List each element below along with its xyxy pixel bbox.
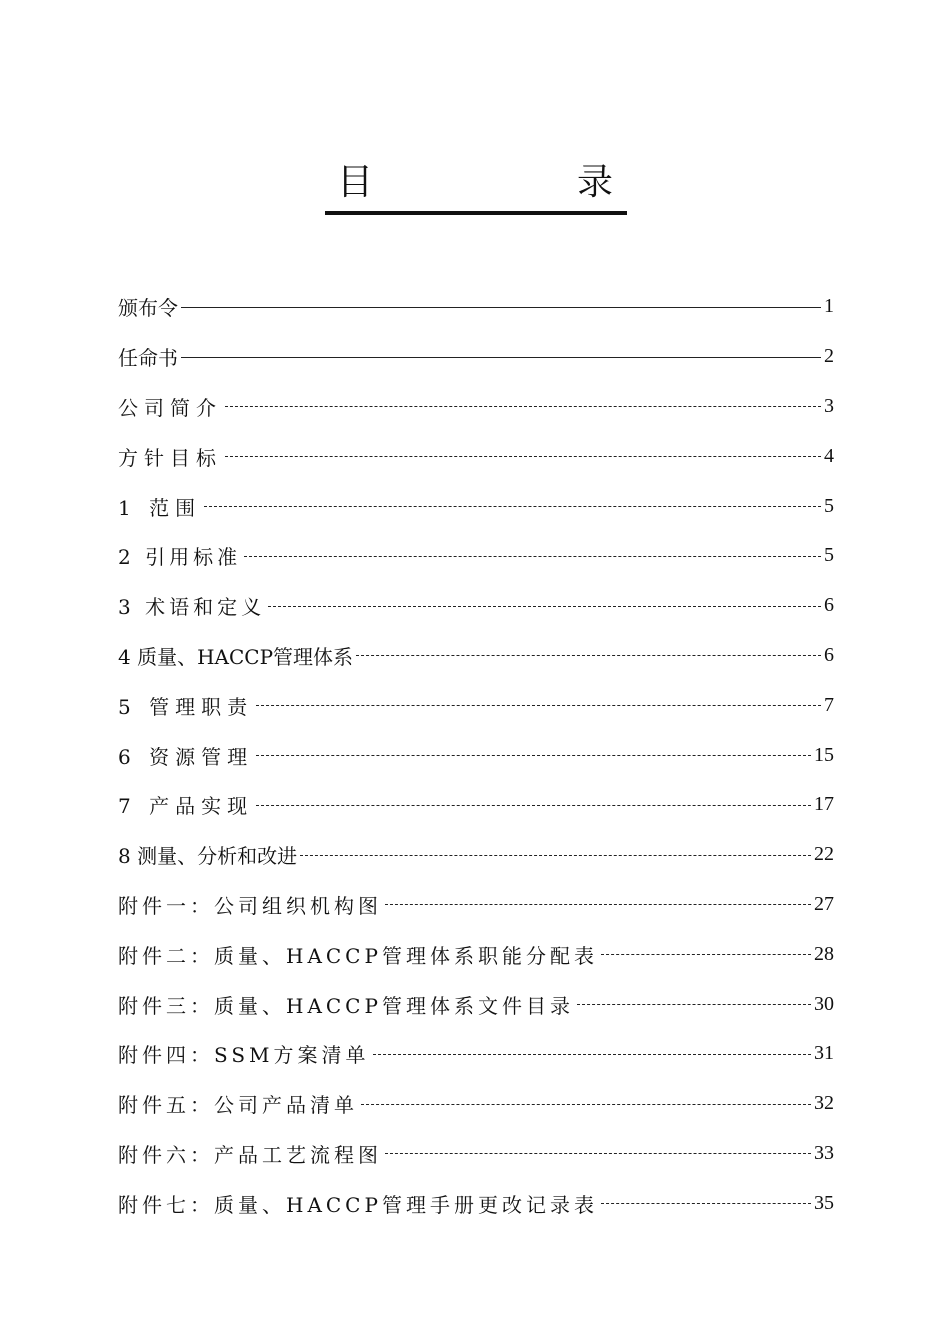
toc-leader bbox=[373, 1054, 811, 1056]
toc-entry-label: 4 质量、HACCP管理体系 bbox=[118, 644, 354, 669]
toc-entry-label: 附件一：公司组织机构图 bbox=[118, 893, 382, 918]
toc-leader bbox=[601, 1203, 811, 1205]
toc-entry-management-responsibility[interactable] bbox=[118, 680, 834, 730]
toc-leader bbox=[181, 307, 821, 309]
toc-entry-page: 15 bbox=[814, 743, 834, 766]
toc-leader bbox=[256, 705, 821, 707]
toc-entry-company-profile[interactable] bbox=[118, 382, 834, 432]
toc-entry-page: 27 bbox=[814, 892, 834, 915]
toc-leader bbox=[204, 506, 821, 508]
toc-entry-label: 8 测量、分析和改进 bbox=[118, 844, 298, 869]
toc-entry-page: 6 bbox=[824, 643, 834, 666]
toc-entry-appendix-1[interactable] bbox=[118, 880, 834, 930]
toc-entry-label: 7 产品实现 bbox=[118, 794, 254, 819]
toc-leader bbox=[256, 755, 811, 757]
table-of-contents bbox=[118, 282, 834, 1228]
toc-entry-page: 2 bbox=[824, 345, 834, 368]
toc-entry-label: 6 资源管理 bbox=[118, 744, 254, 769]
toc-entry-label: 颁布令 bbox=[118, 296, 178, 321]
toc-entry-label: 方针目标 bbox=[118, 445, 222, 470]
toc-entry-normative-references[interactable] bbox=[118, 531, 834, 581]
toc-entry-appointment[interactable] bbox=[118, 332, 834, 382]
toc-entry-label: 任命书 bbox=[118, 346, 178, 371]
toc-leader bbox=[356, 655, 821, 657]
title-char-1: 目 bbox=[337, 161, 374, 203]
toc-entry-label: 附件六：产品工艺流程图 bbox=[118, 1142, 382, 1167]
toc-entry-appendix-6[interactable] bbox=[118, 1129, 834, 1179]
title-underline bbox=[325, 211, 627, 215]
toc-entry-label: 附件四：SSM方案清单 bbox=[118, 1043, 370, 1068]
toc-entry-policy-objectives[interactable] bbox=[118, 431, 834, 481]
toc-entry-page: 28 bbox=[814, 942, 834, 965]
toc-entry-page: 32 bbox=[814, 1092, 834, 1115]
toc-leader bbox=[385, 1153, 811, 1155]
toc-entry-management-system[interactable] bbox=[118, 631, 834, 681]
toc-entry-product-realization[interactable] bbox=[118, 780, 834, 830]
toc-entry-appendix-7[interactable] bbox=[118, 1178, 834, 1228]
toc-leader bbox=[385, 904, 811, 906]
toc-entry-page: 33 bbox=[814, 1141, 834, 1164]
toc-leader bbox=[268, 606, 821, 608]
toc-entry-page: 5 bbox=[824, 494, 834, 517]
toc-entry-label: 附件七：质量、HACCP管理手册更改记录表 bbox=[118, 1192, 598, 1217]
toc-leader bbox=[601, 954, 811, 956]
toc-entry-page: 31 bbox=[814, 1042, 834, 1065]
toc-entry-page: 17 bbox=[814, 793, 834, 816]
toc-entry-label: 附件二：质量、HACCP管理体系职能分配表 bbox=[118, 943, 598, 968]
toc-entry-label: 3 术语和定义 bbox=[118, 595, 266, 620]
toc-entry-page: 1 bbox=[824, 295, 834, 318]
toc-entry-terms-definitions[interactable] bbox=[118, 581, 834, 631]
toc-entry-label: 5 管理职责 bbox=[118, 694, 254, 719]
toc-leader bbox=[225, 406, 821, 408]
toc-entry-label: 2 引用标准 bbox=[118, 545, 242, 570]
toc-leader bbox=[256, 805, 811, 807]
page-title bbox=[325, 154, 625, 204]
toc-entry-label: 公司简介 bbox=[118, 395, 222, 420]
toc-entry-page: 3 bbox=[824, 394, 834, 417]
toc-entry-appendix-3[interactable] bbox=[118, 979, 834, 1029]
toc-entry-appendix-2[interactable] bbox=[118, 929, 834, 979]
toc-entry-label: 1 范围 bbox=[118, 495, 202, 520]
toc-leader bbox=[225, 456, 821, 458]
toc-entry-label: 附件三：质量、HACCP管理体系文件目录 bbox=[118, 993, 574, 1018]
toc-entry-page: 5 bbox=[824, 544, 834, 567]
toc-leader bbox=[361, 1104, 811, 1106]
toc-entry-measurement-analysis[interactable] bbox=[118, 830, 834, 880]
toc-entry-page: 6 bbox=[824, 594, 834, 617]
toc-entry-label: 附件五：公司产品清单 bbox=[118, 1093, 358, 1118]
toc-entry-resource-management[interactable] bbox=[118, 730, 834, 780]
toc-entry-page: 30 bbox=[814, 992, 834, 1015]
toc-entry-page: 7 bbox=[824, 693, 834, 716]
toc-entry-page: 35 bbox=[814, 1191, 834, 1214]
toc-entry-page: 4 bbox=[824, 444, 834, 467]
toc-leader bbox=[300, 855, 811, 857]
toc-entry-appendix-4[interactable] bbox=[118, 1029, 834, 1079]
toc-entry-promulgation[interactable] bbox=[118, 282, 834, 332]
toc-entry-page: 22 bbox=[814, 843, 834, 866]
title-char-2: 录 bbox=[576, 161, 613, 203]
toc-leader bbox=[181, 357, 821, 359]
toc-leader bbox=[577, 1004, 811, 1006]
toc-entry-scope[interactable] bbox=[118, 481, 834, 531]
toc-leader bbox=[244, 556, 821, 558]
toc-entry-appendix-5[interactable] bbox=[118, 1079, 834, 1129]
